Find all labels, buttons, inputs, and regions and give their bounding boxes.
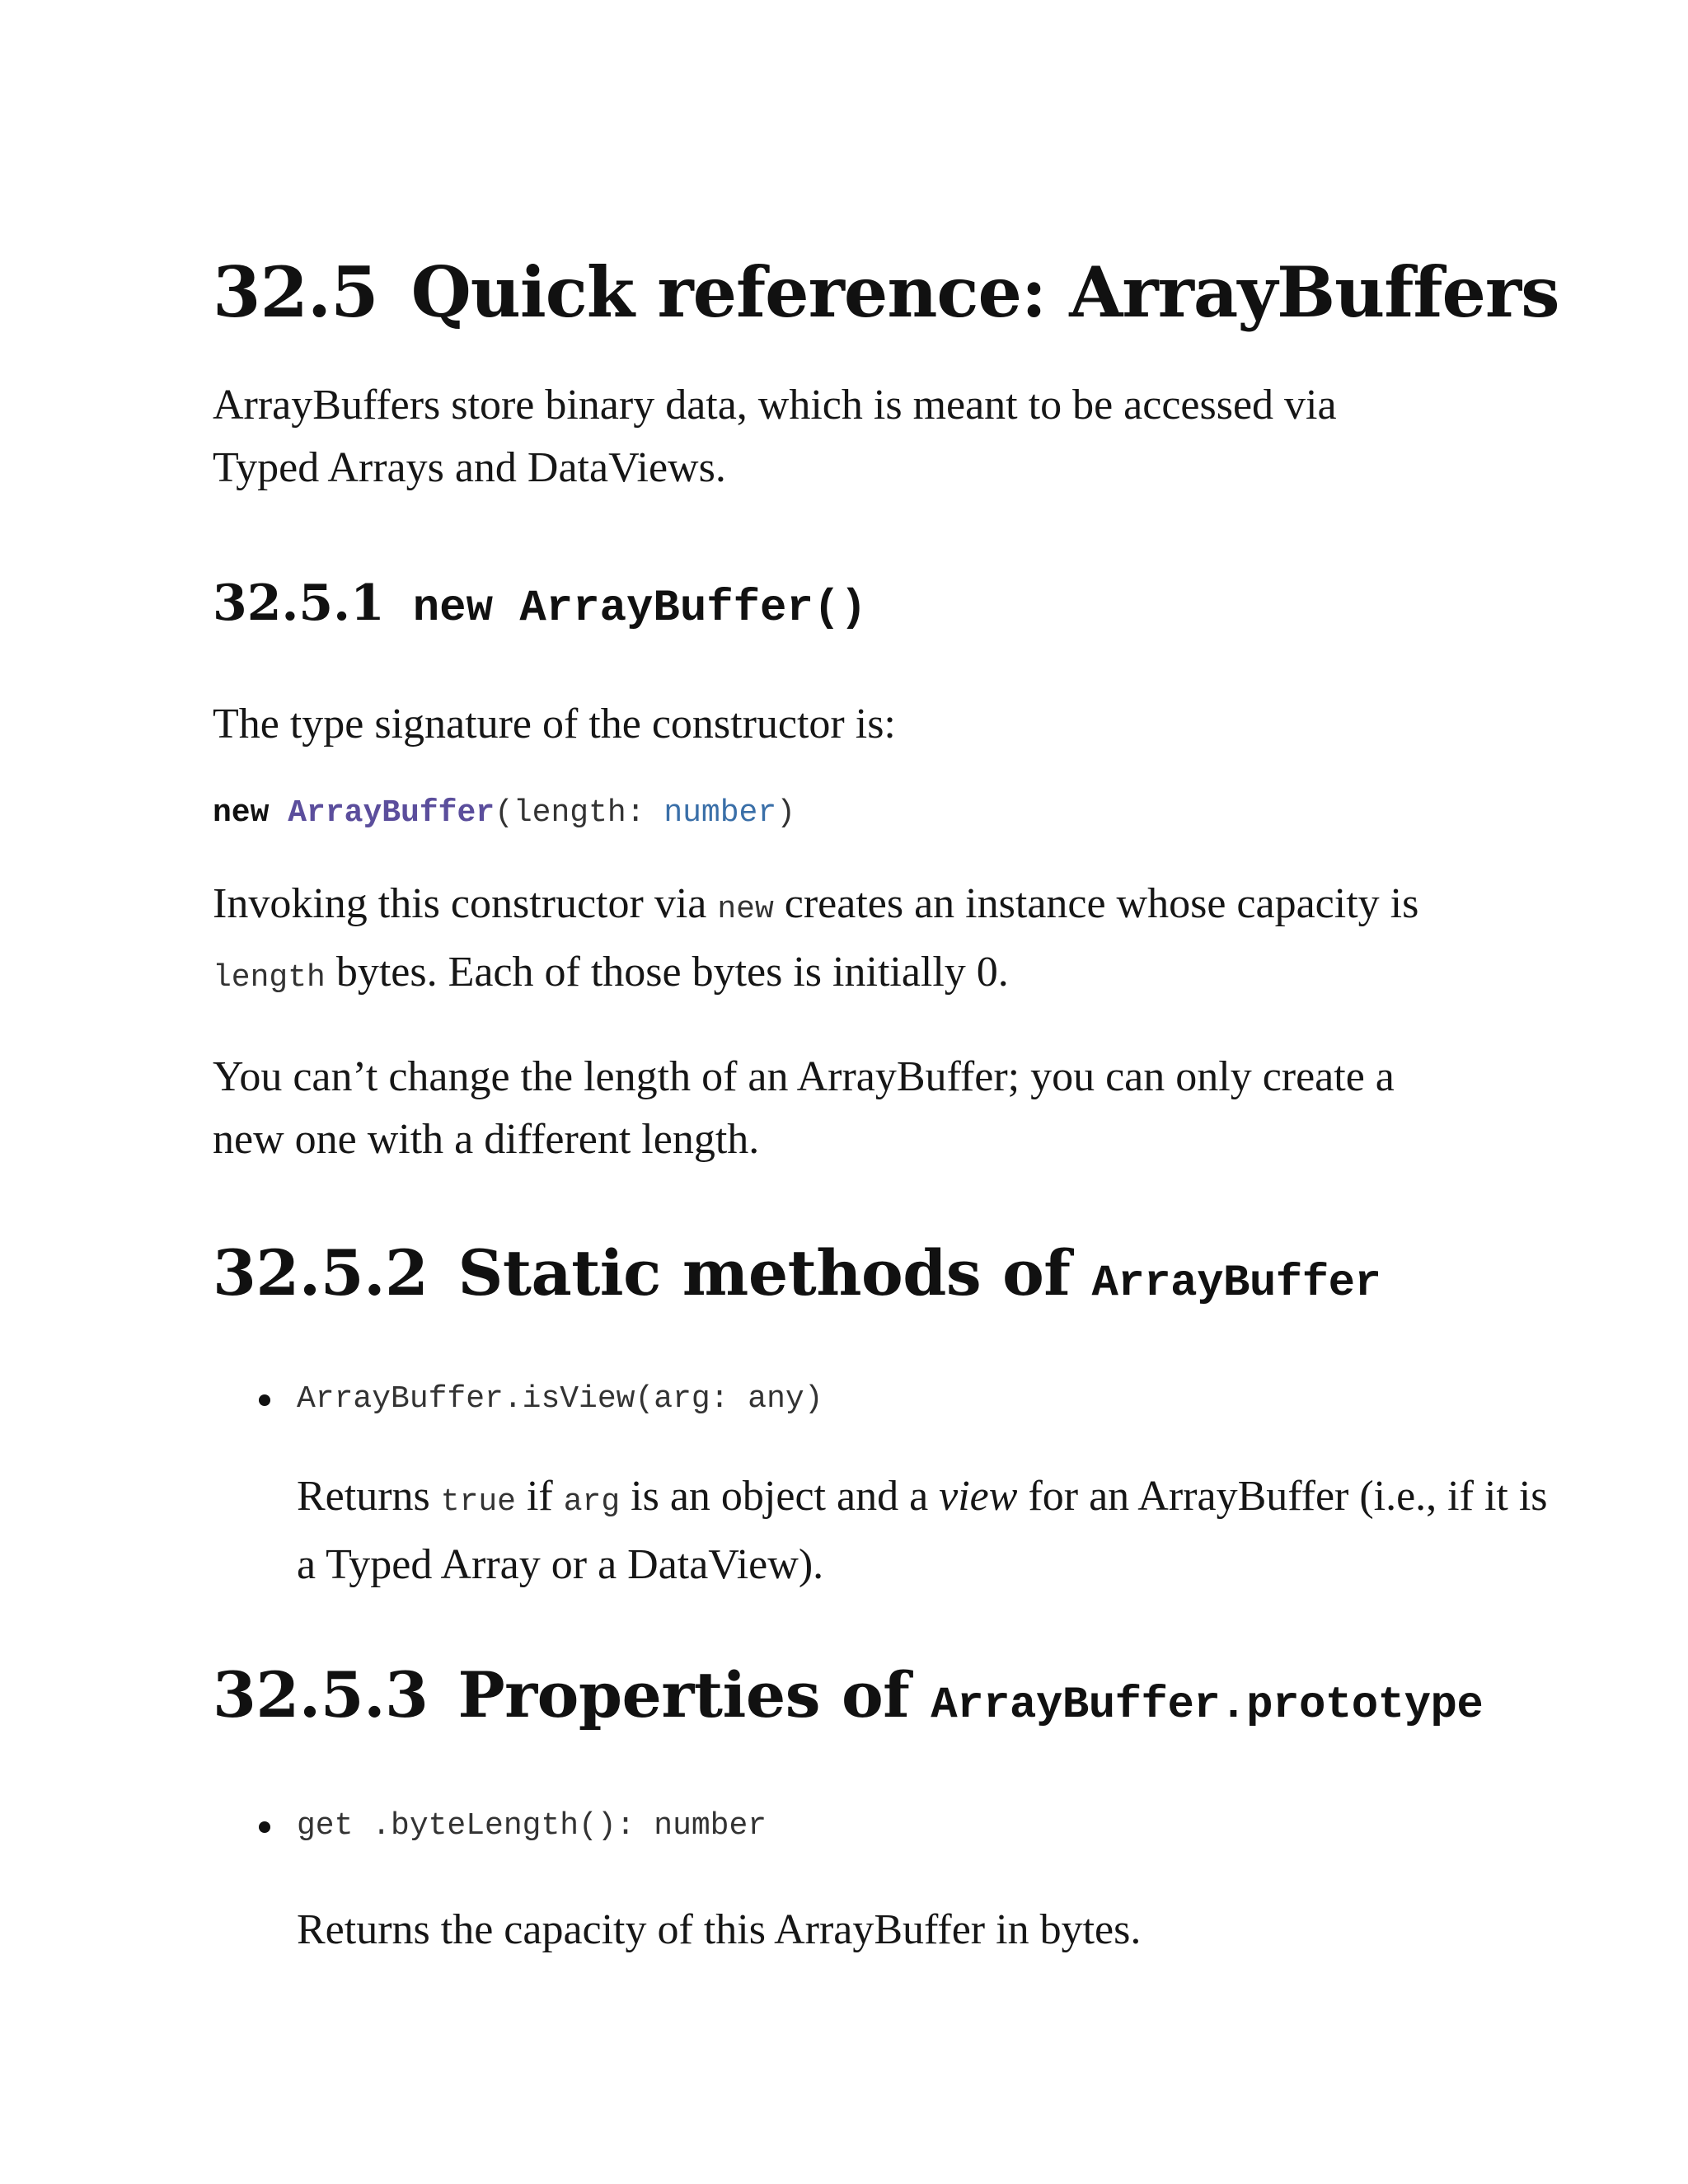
class-name: ArrayBuffer — [288, 795, 495, 831]
prototype-properties-heading — [213, 1654, 1482, 1747]
section-heading — [213, 247, 1559, 338]
bytelength-description: Returns the capacity of this ArrayBuffer in bytes. — [297, 1906, 1142, 1953]
isview-text-a: Returns — [297, 1473, 441, 1520]
inline-code-true: true — [440, 1484, 516, 1520]
proto-title-text: Properties of — [457, 1658, 931, 1732]
keyword-new: new — [213, 795, 270, 831]
signature-params: (length: — [495, 795, 664, 831]
bytelength-signature: get .byteLength(): number — [297, 1808, 767, 1844]
constructor-heading — [213, 570, 1482, 642]
emphasis-view: view — [939, 1473, 1018, 1520]
constructor-paragraph-2: You can’t change the length of an ArrayBuffer; you can only create a new one with a different length. — [213, 1053, 1395, 1163]
static-method-item — [213, 1376, 1482, 1422]
isview-text-d: for an ArrayBuffer (i.e., if it is a Typed Array or a DataView). — [297, 1473, 1548, 1588]
isview-description — [213, 1465, 1548, 1596]
isview-text-c: is an object and a — [620, 1473, 940, 1520]
intro-paragraph: ArrayBuffers store binary data, which is meant to be accessed via Typed Arrays and DataViews. — [213, 382, 1337, 491]
signature-close: ) — [776, 795, 795, 831]
para1-text-c: bytes. Each of those bytes is initially 0. — [325, 949, 1009, 996]
constructor-section-number: 32.5.1 — [213, 574, 385, 632]
bullet-icon — [259, 1394, 270, 1406]
constructor-lead: The type signature of the constructor is: — [213, 701, 896, 748]
para1-text-b: creates an instance whose capacity is — [773, 880, 1419, 927]
inline-code-arg: arg — [563, 1484, 621, 1520]
document-page — [213, 247, 1559, 1961]
prototype-property-item — [213, 1803, 1482, 1849]
proto-title-code: ArrayBuffer.prototype — [931, 1680, 1484, 1731]
isview-signature: ArrayBuffer.isView(arg: any) — [297, 1381, 823, 1417]
section-title: Quick reference: ArrayBuffers — [410, 251, 1559, 333]
static-methods-heading — [213, 1232, 1482, 1325]
proto-section-number: 32.5.3 — [213, 1658, 429, 1732]
constructor-paragraph-1 — [213, 873, 1465, 1010]
type-name: number — [663, 795, 777, 831]
static-title-code: ArrayBuffer — [1091, 1258, 1381, 1309]
inline-code-new: new — [717, 892, 774, 927]
para1-text-a: Invoking this constructor via — [213, 880, 718, 927]
isview-text-b: if — [515, 1473, 564, 1520]
constructor-title-code: new ArrayBuffer() — [412, 583, 867, 634]
inline-code-length: length — [213, 960, 326, 996]
constructor-signature — [213, 790, 1482, 837]
bullet-icon — [259, 1821, 270, 1833]
static-title-text: Static methods of — [457, 1236, 1092, 1310]
section-number: 32.5 — [213, 251, 378, 333]
static-section-number: 32.5.2 — [213, 1236, 429, 1310]
